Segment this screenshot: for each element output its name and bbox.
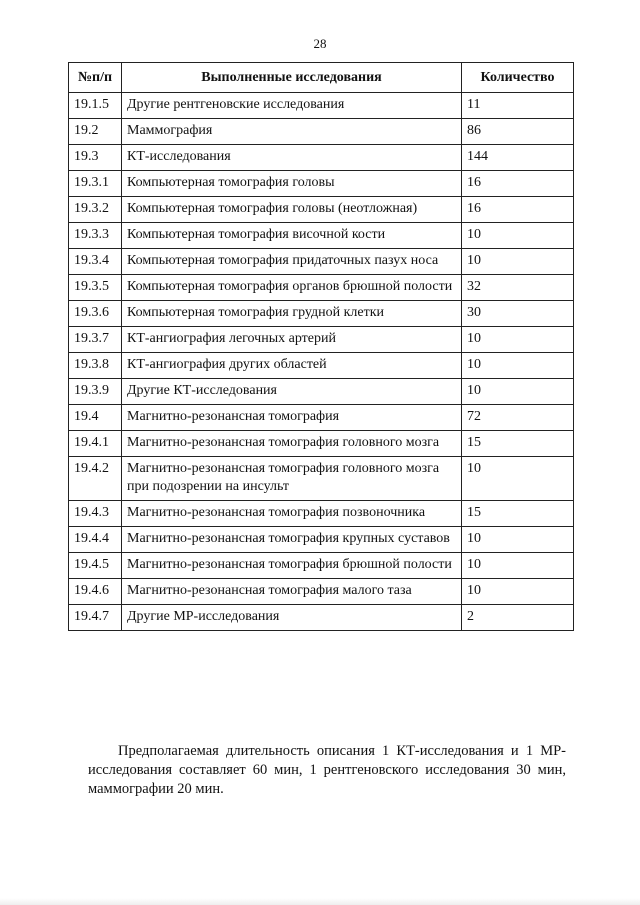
row-research-name: Маммография xyxy=(122,119,462,145)
row-research-name: КТ-ангиография других областей xyxy=(122,353,462,379)
row-number: 19.4.3 xyxy=(69,501,122,527)
duration-note xyxy=(88,742,566,799)
row-quantity: 72 xyxy=(462,405,574,431)
row-quantity: 10 xyxy=(462,527,574,553)
row-research-name: Магнитно-резонансная томография головного мозга xyxy=(122,431,462,457)
table-header xyxy=(69,63,574,93)
row-number: 19.4.4 xyxy=(69,527,122,553)
table-row xyxy=(69,457,574,501)
header-quantity: Количество xyxy=(462,63,574,93)
row-research-name: Другие рентгеновские исследования xyxy=(122,93,462,119)
table-row xyxy=(69,223,574,249)
table-row xyxy=(69,353,574,379)
row-research-name: Магнитно-резонансная томография позвоночника xyxy=(122,501,462,527)
row-quantity: 10 xyxy=(462,457,574,501)
table-row xyxy=(69,301,574,327)
row-number: 19.3 xyxy=(69,145,122,171)
header-number: №п/п xyxy=(69,63,122,93)
row-number: 19.4 xyxy=(69,405,122,431)
table-body xyxy=(69,93,574,631)
table-row xyxy=(69,171,574,197)
row-quantity: 10 xyxy=(462,249,574,275)
row-number: 19.1.5 xyxy=(69,93,122,119)
row-quantity: 16 xyxy=(462,197,574,223)
row-quantity: 32 xyxy=(462,275,574,301)
row-quantity: 16 xyxy=(462,171,574,197)
table-row xyxy=(69,93,574,119)
row-quantity: 2 xyxy=(462,605,574,631)
row-research-name: Магнитно-резонансная томография головного мозга при подозрении на инсульт xyxy=(122,457,462,501)
page-number: 28 xyxy=(313,36,327,51)
row-number: 19.3.8 xyxy=(69,353,122,379)
table-row xyxy=(69,605,574,631)
row-number: 19.4.2 xyxy=(69,457,122,501)
table-row xyxy=(69,501,574,527)
row-number: 19.4.5 xyxy=(69,553,122,579)
row-research-name: КТ-ангиография легочных артерий xyxy=(122,327,462,353)
row-number: 19.2 xyxy=(69,119,122,145)
row-number: 19.4.7 xyxy=(69,605,122,631)
row-number: 19.3.6 xyxy=(69,301,122,327)
table-row xyxy=(69,379,574,405)
table-row xyxy=(69,405,574,431)
row-research-name: Магнитно-резонансная томография xyxy=(122,405,462,431)
row-number: 19.4.6 xyxy=(69,579,122,605)
row-research-name: Магнитно-резонансная томография брюшной полости xyxy=(122,553,462,579)
row-research-name: Магнитно-резонансная томография малого таза xyxy=(122,579,462,605)
row-quantity: 10 xyxy=(462,223,574,249)
header-research: Выполненные исследования xyxy=(122,63,462,93)
table-row xyxy=(69,145,574,171)
row-number: 19.3.4 xyxy=(69,249,122,275)
table-row xyxy=(69,431,574,457)
row-number: 19.3.1 xyxy=(69,171,122,197)
row-research-name: Компьютерная томография придаточных пазух носа xyxy=(122,249,462,275)
row-research-name: Компьютерная томография органов брюшной полости xyxy=(122,275,462,301)
table-row xyxy=(69,327,574,353)
table-row xyxy=(69,249,574,275)
row-quantity: 15 xyxy=(462,431,574,457)
row-research-name: Магнитно-резонансная томография крупных суставов xyxy=(122,527,462,553)
row-quantity: 11 xyxy=(462,93,574,119)
row-research-name: КТ-исследования xyxy=(122,145,462,171)
row-quantity: 10 xyxy=(462,353,574,379)
row-research-name: Компьютерная томография грудной клетки xyxy=(122,301,462,327)
duration-note-text: Предполагаемая длительность описания 1 КТ-исследования и 1 МР-исследования составляет 60 мин, 1 рентгеновского исследования 30 мин, маммографии 20 мин. xyxy=(88,743,566,797)
table-row xyxy=(69,527,574,553)
row-research-name: Компьютерная томография головы xyxy=(122,171,462,197)
row-number: 19.3.7 xyxy=(69,327,122,353)
row-quantity: 10 xyxy=(462,327,574,353)
row-research-name: Другие КТ-исследования xyxy=(122,379,462,405)
row-quantity: 15 xyxy=(462,501,574,527)
row-research-name: Другие МР-исследования xyxy=(122,605,462,631)
research-table xyxy=(68,62,574,631)
row-research-name: Компьютерная томография височной кости xyxy=(122,223,462,249)
table-row xyxy=(69,553,574,579)
row-quantity: 10 xyxy=(462,379,574,405)
row-quantity: 10 xyxy=(462,553,574,579)
table-row xyxy=(69,197,574,223)
row-number: 19.4.1 xyxy=(69,431,122,457)
table-row xyxy=(69,579,574,605)
row-number: 19.3.9 xyxy=(69,379,122,405)
row-number: 19.3.5 xyxy=(69,275,122,301)
table-row xyxy=(69,275,574,301)
row-quantity: 30 xyxy=(462,301,574,327)
row-number: 19.3.2 xyxy=(69,197,122,223)
row-quantity: 10 xyxy=(462,579,574,605)
scan-edge xyxy=(0,898,640,905)
row-number: 19.3.3 xyxy=(69,223,122,249)
row-quantity: 144 xyxy=(462,145,574,171)
table-row xyxy=(69,119,574,145)
row-quantity: 86 xyxy=(462,119,574,145)
row-research-name: Компьютерная томография головы (неотложная) xyxy=(122,197,462,223)
